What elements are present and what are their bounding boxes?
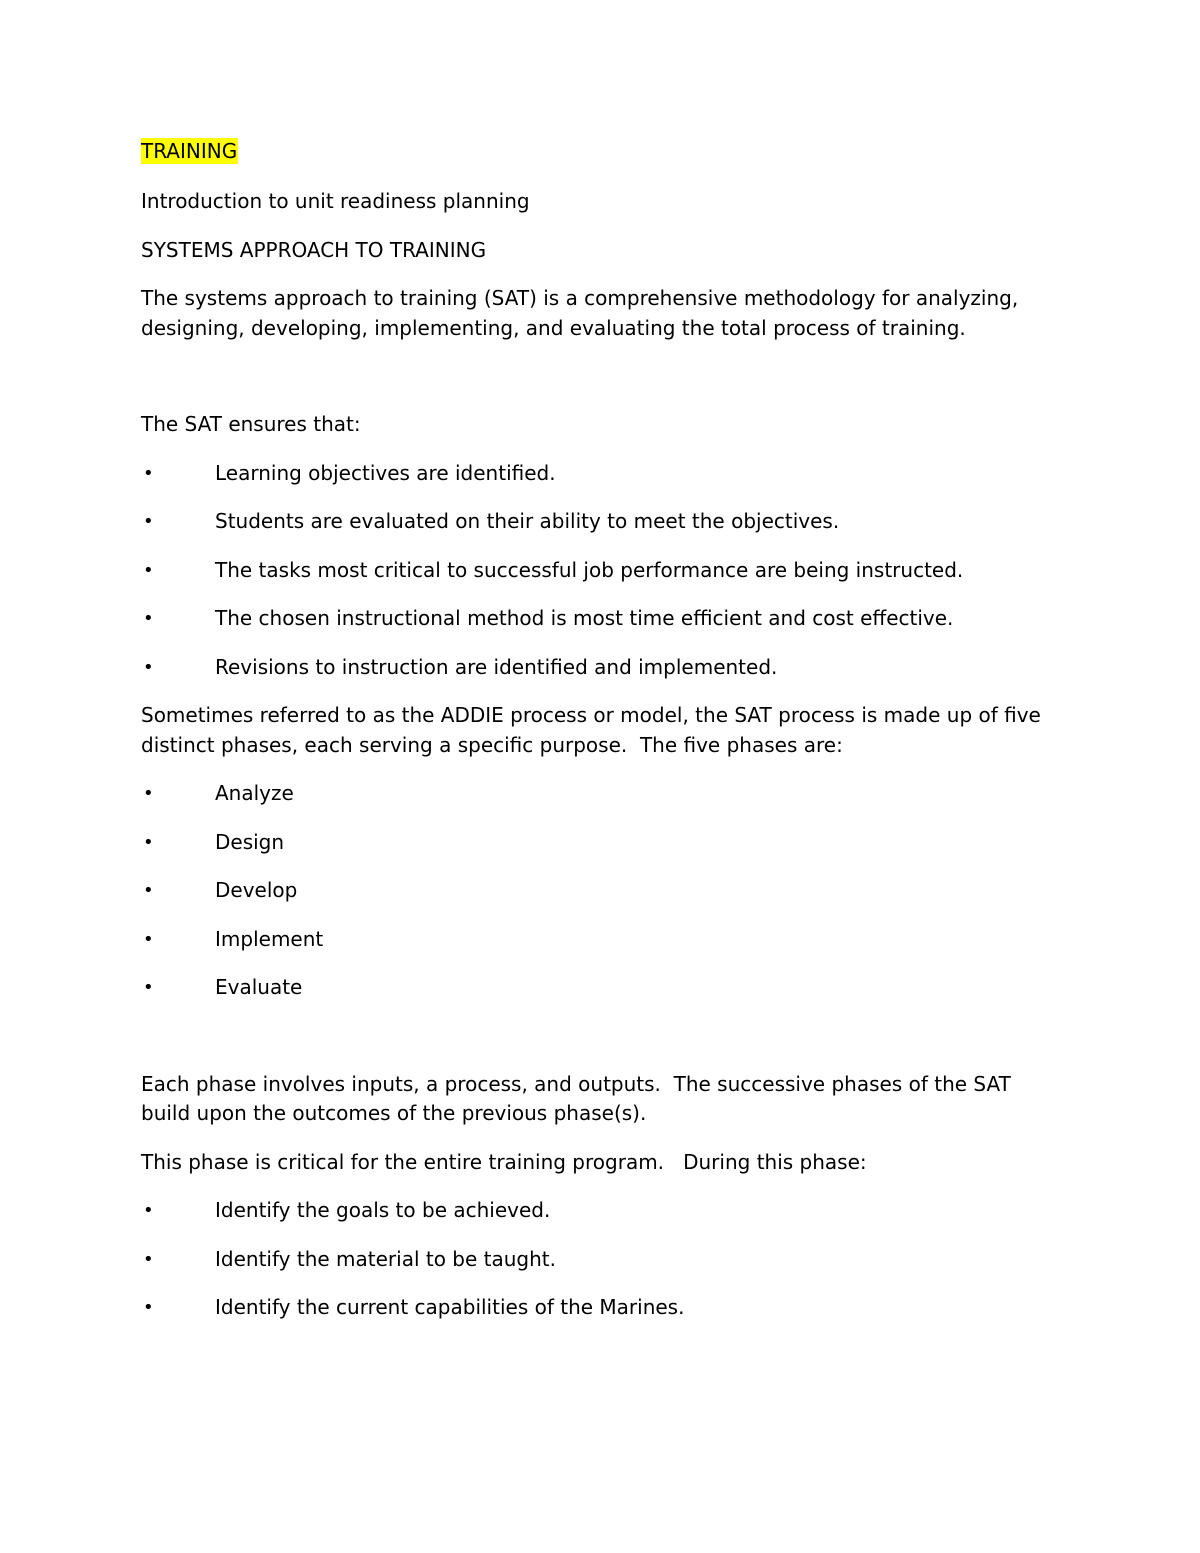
title-block (141, 138, 1071, 168)
ensures-list (141, 459, 1071, 683)
phase-name: Analyze (215, 781, 294, 805)
bullet-icon: • (143, 1200, 154, 1221)
list-item (141, 925, 1071, 955)
list-item-text: Revisions to instruction are identified and implemented. (215, 654, 778, 679)
phase-name: Design (215, 829, 285, 854)
bullet-icon: • (143, 783, 154, 804)
list-item-text: The tasks most critical to successful job performance are being instructed. (215, 557, 964, 582)
bullet-icon: • (143, 511, 154, 532)
list-item-text: The chosen instructional method is most time efficient and cost effective. (215, 606, 954, 630)
list-item (141, 876, 1071, 906)
addie-paragraph: Sometimes referred to as the ADDIE process or model, the SAT process is made up of five distinct phases, each serving a specific purpose. The five phases are: (141, 703, 1048, 757)
subtitle: Introduction to unit readiness planning (141, 189, 530, 213)
section-heading: SYSTEMS APPROACH TO TRAINING (141, 237, 487, 262)
list-item (141, 653, 1071, 683)
list-item-text: Learning objectives are identified. (215, 460, 556, 485)
list-item (141, 1245, 1071, 1275)
bullet-icon: • (143, 608, 154, 629)
document-page (141, 138, 1071, 1323)
bullet-icon: • (143, 462, 154, 484)
phase-name: Develop (215, 878, 298, 902)
document-title: TRAINING (141, 139, 238, 163)
list-item (141, 507, 1071, 537)
bullet-icon: • (143, 831, 154, 853)
bullet-icon: • (143, 559, 154, 581)
list-item (141, 973, 1071, 1003)
bullet-icon: • (143, 880, 154, 901)
bullet-icon: • (143, 977, 154, 998)
list-item (141, 1196, 1071, 1226)
phase-name: Evaluate (215, 975, 303, 999)
intro-paragraph: The systems approach to training (SAT) is a comprehensive methodology for analyzing, designing, developing, implementing, and evaluating the total process of training. (141, 286, 1019, 340)
phase-name: Implement (215, 926, 324, 951)
list-item-text: Students are evaluated on their ability to meet the objectives. (215, 509, 840, 533)
list-item (141, 779, 1071, 809)
list-item-text: Identify the current capabilities of the Marines. (215, 1295, 685, 1319)
list-item (141, 459, 1071, 489)
list-item (141, 604, 1071, 634)
phase-paragraph: Each phase involves inputs, a process, and outputs. The successive phases of the SAT build upon the outcomes of the previous phase(s). (141, 1071, 1018, 1125)
bullet-icon: • (143, 928, 154, 950)
critical-paragraph: This phase is critical for the entire training program. During this phase: (141, 1149, 867, 1174)
critical-list (141, 1196, 1071, 1323)
list-item-text: Identify the material to be taught. (215, 1246, 557, 1271)
list-item (141, 556, 1071, 586)
list-item-text: Identify the goals to be achieved. (215, 1198, 551, 1222)
list-item (141, 1293, 1071, 1323)
bullet-icon: • (143, 656, 154, 678)
bullet-icon: • (143, 1248, 154, 1270)
list-item (141, 828, 1071, 858)
bullet-icon: • (143, 1297, 154, 1318)
phases-list (141, 779, 1071, 1003)
ensures-lead: The SAT ensures that: (141, 412, 361, 436)
